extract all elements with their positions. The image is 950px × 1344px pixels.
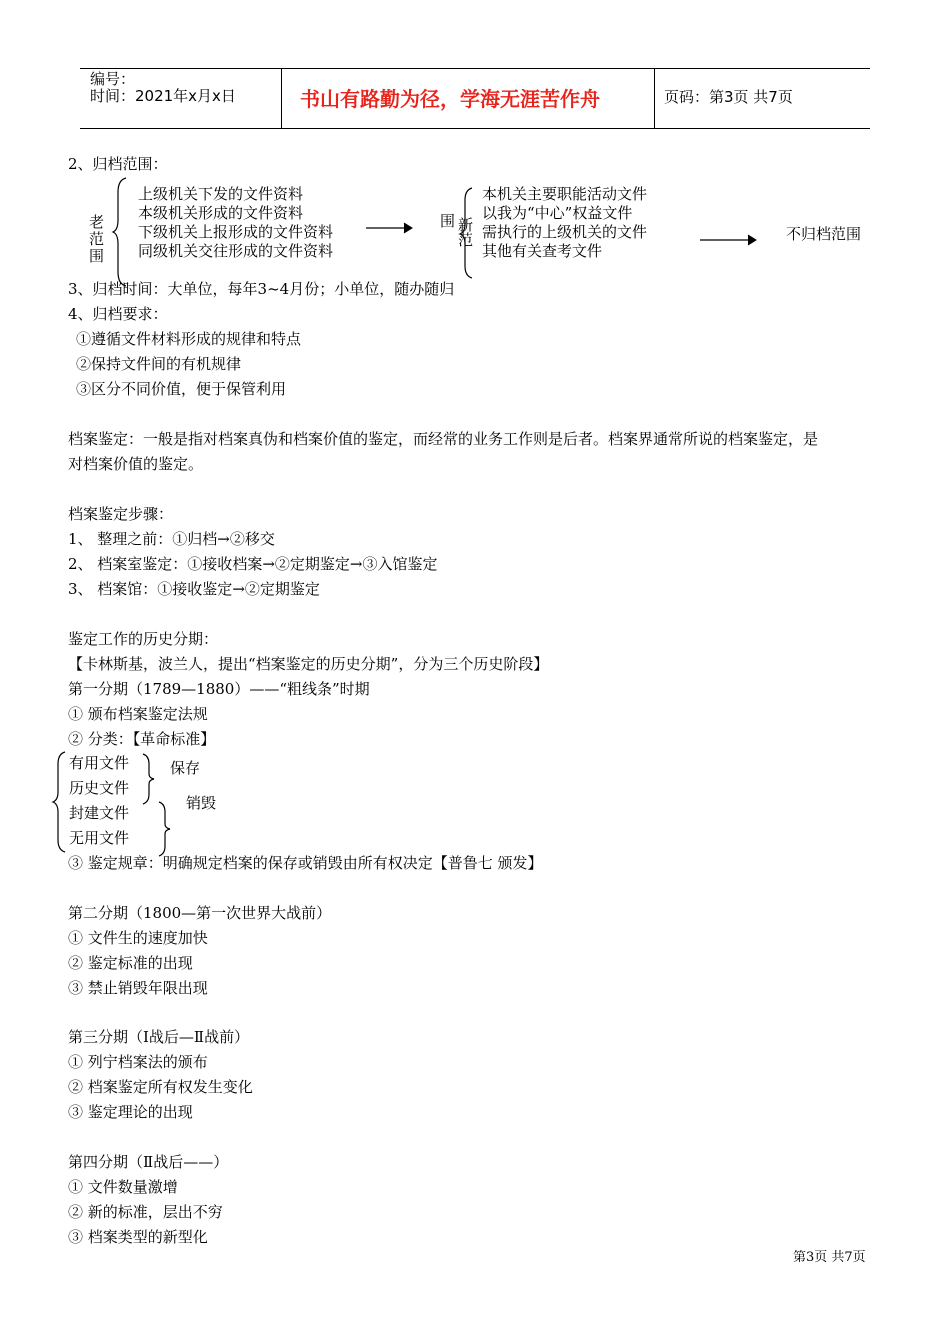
- appraisal-step: 2、 档案室鉴定：①接收档案→②定期鉴定→③入馆鉴定: [68, 555, 438, 573]
- new-scope-label-fan: 范: [458, 231, 474, 249]
- period-3-title: 第三分期（Ⅰ战后—Ⅱ战前）: [68, 1028, 250, 1046]
- period-2-item: ③ 禁止销毁年限出现: [68, 979, 208, 997]
- period-1-title: 第一分期（1789—1880）——“粗线条”时期: [68, 680, 370, 698]
- destroy-brace: [158, 802, 172, 856]
- archiving-time-line: 3、归档时间：大单位，每年3~4月份；小单位，随办随归: [68, 280, 455, 298]
- classification-outer-brace: [52, 752, 68, 852]
- history-heading: 鉴定工作的历史分期：: [68, 630, 219, 648]
- keep-brace: [142, 754, 156, 804]
- new-scope-label-xin: 新: [458, 216, 474, 234]
- header-motto: 书山有路勤为径，学海无涯苦作舟: [300, 87, 600, 111]
- period-3-item: ③ 鉴定理论的出现: [68, 1103, 193, 1121]
- excluded-scope-label: 不归档范围: [786, 225, 862, 243]
- period-2-title: 第二分期（1800—第一次世界大战前）: [68, 904, 332, 922]
- doc-category: 封建文件: [69, 804, 130, 822]
- requirement-item: ②保持文件间的有机规律: [76, 355, 242, 373]
- destroy-label: 销毁: [186, 794, 217, 812]
- old-scope-item: 本级机关形成的文件资料: [138, 204, 304, 222]
- period-1-item: ① 颁布档案鉴定法规: [68, 705, 208, 723]
- header-divider-2: [654, 68, 655, 129]
- appraisal-step: 3、 档案馆：①接收鉴定→②定期鉴定: [68, 580, 320, 598]
- period-2-item: ② 鉴定标准的出现: [68, 954, 193, 972]
- new-scope-item: 其他有关查考文件: [482, 242, 603, 260]
- period-3-item: ② 档案鉴定所有权发生变化: [68, 1078, 253, 1096]
- header-page-label: 页码：第3页 共7页: [664, 88, 793, 106]
- old-scope-brace: [112, 176, 132, 286]
- old-scope-item: 上级机关下发的文件资料: [138, 185, 304, 203]
- header-bottom-rule: [80, 128, 870, 129]
- old-scope-item: 同级机关交往形成的文件资料: [138, 242, 334, 260]
- period-4-item: ② 新的标准，层出不穷: [68, 1203, 223, 1221]
- header-number-label: 编号：: [90, 70, 136, 88]
- keep-label: 保存: [170, 759, 201, 777]
- period-2-item: ① 文件生的速度加快: [68, 929, 208, 947]
- header-time-label: 时间：2021年x月x日: [90, 87, 236, 105]
- header-divider-1: [281, 68, 282, 129]
- period-4-item: ① 文件数量激增: [68, 1178, 178, 1196]
- new-scope-item: 需执行的上级机关的文件: [482, 223, 648, 241]
- scope-heading: 2、归档范围：: [68, 155, 168, 173]
- new-scope-item: 以我为“中心”权益文件: [482, 204, 633, 222]
- old-scope-label: 老范围: [89, 213, 105, 265]
- appraisal-step: 1、 整理之前：①归档→②移交: [68, 530, 275, 548]
- period-1-item: ② 分类：【革命标准】: [68, 730, 216, 748]
- new-scope-label-wei: 围: [440, 212, 456, 230]
- new-scope-item: 本机关主要职能活动文件: [482, 185, 648, 203]
- doc-category: 历史文件: [69, 779, 130, 797]
- appraisal-definition-line: 对档案价值的鉴定。: [68, 455, 204, 473]
- appraisal-steps-heading: 档案鉴定步骤：: [68, 505, 174, 523]
- new-scope-brace: [460, 188, 478, 278]
- period-3-item: ① 列宁档案法的颁布: [68, 1053, 208, 1071]
- arrow-to-new-scope: [366, 222, 416, 234]
- period-4-item: ③ 档案类型的新型化: [68, 1228, 208, 1246]
- header-top-rule: [80, 68, 870, 69]
- doc-category: 无用文件: [69, 829, 130, 847]
- period-4-title: 第四分期（Ⅱ战后——）: [68, 1153, 229, 1171]
- footer-page-number: 第3页 共7页: [793, 1250, 866, 1265]
- requirement-item: ①遵循文件材料形成的规律和特点: [76, 330, 302, 348]
- period-1-rule: ③ 鉴定规章：明确规定档案的保存或销毁由所有权决定【普鲁七 颁发】: [68, 854, 543, 872]
- appraisal-definition-line: 档案鉴定：一般是指对档案真伪和档案价值的鉴定，而经常的业务工作则是后者。档案界通常所说的档案鉴定，是: [68, 430, 819, 448]
- history-note: 【卡林斯基，波兰人，提出“档案鉴定的历史分期”，分为三个历史阶段】: [68, 655, 549, 673]
- arrow-to-excluded: [700, 234, 760, 246]
- requirement-item: ③区分不同价值，便于保管利用: [76, 380, 287, 398]
- doc-category: 有用文件: [69, 754, 130, 772]
- archiving-requirements-heading: 4、归档要求：: [68, 305, 168, 323]
- old-scope-item: 下级机关上报形成的文件资料: [138, 223, 334, 241]
